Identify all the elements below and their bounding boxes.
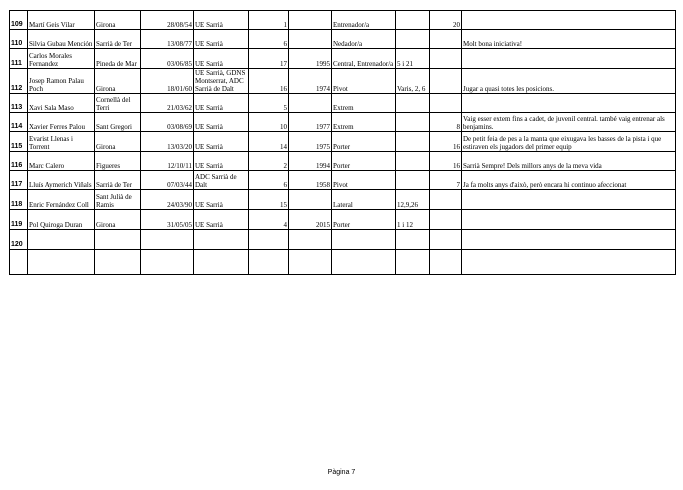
table-row <box>10 30 676 49</box>
shirt-numbers-cell <box>396 152 430 171</box>
start-year-cell <box>289 94 332 113</box>
table-row <box>10 11 676 30</box>
comment-cell <box>462 190 676 210</box>
position-cell: Nedador/a <box>332 30 396 49</box>
years-count-cell <box>430 210 462 230</box>
row-number-cell: 114 <box>10 113 28 132</box>
shirt-numbers-cell: 12,9,26 <box>396 190 430 210</box>
start-year-cell <box>289 30 332 49</box>
person-name-cell: Josep Ramon Palau Poch <box>28 69 95 94</box>
person-name-cell: Lluís Aymerich Viñals <box>28 171 95 190</box>
club-cell: UE Sarrià <box>194 132 249 152</box>
person-name-cell: Marc Calero <box>28 152 95 171</box>
row-number-cell: 119 <box>10 210 28 230</box>
birthplace-cell: Sarrià de Ter <box>95 30 141 49</box>
position-cell <box>332 250 396 275</box>
club-cell <box>194 230 249 250</box>
shirt-numbers-cell <box>396 250 430 275</box>
position-cell: Pivot <box>332 171 396 190</box>
birth-date-cell: 21/03/62 <box>141 94 194 113</box>
years-count-cell: 16 <box>430 152 462 171</box>
club-cell: UE Sarrià <box>194 49 249 69</box>
row-number-cell: 120 <box>10 230 28 250</box>
table-row <box>10 171 676 190</box>
comment-cell: Vaig esser extem fins a cadet, de juvenil central. també vaig entrenar als benjamins. <box>462 113 676 132</box>
birth-date-cell <box>141 250 194 275</box>
registry-table <box>9 10 676 275</box>
birth-date-cell: 28/08/54 <box>141 11 194 30</box>
birthplace-cell: Girona <box>95 132 141 152</box>
birth-date-cell: 03/08/69 <box>141 113 194 132</box>
seasons-count-cell: 5 <box>249 94 289 113</box>
shirt-numbers-cell <box>396 132 430 152</box>
club-cell: UE Sarrià <box>194 94 249 113</box>
years-count-cell <box>430 250 462 275</box>
birth-date-cell: 03/06/85 <box>141 49 194 69</box>
start-year-cell: 2015 <box>289 210 332 230</box>
years-count-cell <box>430 94 462 113</box>
club-cell <box>194 250 249 275</box>
comment-cell: Jugar a quasi totes les posicions. <box>462 69 676 94</box>
years-count-cell: 8 <box>430 113 462 132</box>
years-count-cell: 7 <box>430 171 462 190</box>
row-number-cell: 111 <box>10 49 28 69</box>
start-year-cell: 1974 <box>289 69 332 94</box>
person-name-cell: Martí Geis Vilar <box>28 11 95 30</box>
seasons-count-cell: 10 <box>249 113 289 132</box>
person-name-cell <box>28 230 95 250</box>
club-cell: UE Sarrià <box>194 113 249 132</box>
row-number-cell: 118 <box>10 190 28 210</box>
page-footer: Pàgina 7 <box>327 469 356 476</box>
years-count-cell: 16 <box>430 132 462 152</box>
comment-cell <box>462 94 676 113</box>
person-name-cell: Xavier Ferres Palou <box>28 113 95 132</box>
position-cell: Pivot <box>332 69 396 94</box>
comment-cell: Sarrià Sempre! Dels millors anys de la meva vida <box>462 152 676 171</box>
position-cell: Porter <box>332 132 396 152</box>
table-row <box>10 190 676 210</box>
seasons-count-cell: 4 <box>249 210 289 230</box>
start-year-cell: 1975 <box>289 132 332 152</box>
comment-cell <box>462 11 676 30</box>
seasons-count-cell: 14 <box>249 132 289 152</box>
club-cell: UE Sarrià <box>194 210 249 230</box>
birth-date-cell: 31/05/05 <box>141 210 194 230</box>
person-name-cell: Enric Fernández Coll <box>28 190 95 210</box>
club-cell: UE Sarrià <box>194 11 249 30</box>
birthplace-cell <box>95 250 141 275</box>
birthplace-cell: Pineda de Mar <box>95 49 141 69</box>
start-year-cell: 1995 <box>289 49 332 69</box>
person-name-cell <box>28 250 95 275</box>
position-cell: Porter <box>332 210 396 230</box>
shirt-numbers-cell <box>396 94 430 113</box>
person-name-cell: Carlos Morales Fernandez <box>28 49 95 69</box>
birthplace-cell: Sant Gregori <box>95 113 141 132</box>
shirt-numbers-cell <box>396 11 430 30</box>
shirt-numbers-cell: 1 i 12 <box>396 210 430 230</box>
years-count-cell: 20 <box>430 11 462 30</box>
years-count-cell <box>430 190 462 210</box>
club-cell: UE Sarrià, GDNS Montserrat, ADC Sarrià de Dalt <box>194 69 249 94</box>
comment-cell <box>462 230 676 250</box>
row-number-cell: 115 <box>10 132 28 152</box>
position-cell: Extrem <box>332 113 396 132</box>
years-count-cell <box>430 230 462 250</box>
birth-date-cell: 12/10/11 <box>141 152 194 171</box>
shirt-numbers-cell <box>396 230 430 250</box>
row-number-cell: 117 <box>10 171 28 190</box>
person-name-cell: Silvia Gubau Mención <box>28 30 95 49</box>
position-cell: Entrenador/a <box>332 11 396 30</box>
seasons-count-cell: 17 <box>249 49 289 69</box>
start-year-cell: 1977 <box>289 113 332 132</box>
seasons-count-cell: 6 <box>249 171 289 190</box>
row-number-cell: 109 <box>10 11 28 30</box>
position-cell: Porter <box>332 152 396 171</box>
table-row <box>10 113 676 132</box>
person-name-cell: Pol Quiroga Duran <box>28 210 95 230</box>
seasons-count-cell: 1 <box>249 11 289 30</box>
birthplace-cell: Cornellà del Terri <box>95 94 141 113</box>
shirt-numbers-cell <box>396 113 430 132</box>
shirt-numbers-cell: 5 i 21 <box>396 49 430 69</box>
row-number-cell: 116 <box>10 152 28 171</box>
birthplace-cell: Girona <box>95 11 141 30</box>
birthplace-cell: Sarrià de Ter <box>95 171 141 190</box>
birthplace-cell <box>95 230 141 250</box>
seasons-count-cell: 16 <box>249 69 289 94</box>
comment-cell: De petit feia de pes a la manta que eixugava les basses de la pista i que estiraven els jugadors del primer equip <box>462 132 676 152</box>
club-cell: UE Sarrià <box>194 152 249 171</box>
table-row <box>10 94 676 113</box>
comment-cell <box>462 49 676 69</box>
seasons-count-cell: 2 <box>249 152 289 171</box>
table-row <box>10 230 676 250</box>
shirt-numbers-cell <box>396 30 430 49</box>
club-cell: UE Sarrià <box>194 190 249 210</box>
row-number-cell: 112 <box>10 69 28 94</box>
club-cell: ADC Sarrià de Dalt <box>194 171 249 190</box>
position-cell: Lateral <box>332 190 396 210</box>
comment-cell: Ja fa molts anys d'això, però encara hi continuo afeccionat <box>462 171 676 190</box>
table-row <box>10 250 676 275</box>
seasons-count-cell <box>249 230 289 250</box>
birthplace-cell: Girona <box>95 69 141 94</box>
start-year-cell: 1958 <box>289 171 332 190</box>
row-number-cell: 110 <box>10 30 28 49</box>
birthplace-cell: Figueres <box>95 152 141 171</box>
seasons-count-cell: 6 <box>249 30 289 49</box>
birth-date-cell: 13/03/20 <box>141 132 194 152</box>
birth-date-cell: 18/01/60 <box>141 69 194 94</box>
seasons-count-cell <box>249 250 289 275</box>
club-cell: UE Sarrià <box>194 30 249 49</box>
comment-cell <box>462 250 676 275</box>
table-row <box>10 210 676 230</box>
start-year-cell <box>289 230 332 250</box>
comment-cell: Molt bona iniciativa! <box>462 30 676 49</box>
birth-date-cell <box>141 230 194 250</box>
start-year-cell <box>289 190 332 210</box>
years-count-cell <box>430 49 462 69</box>
seasons-count-cell: 15 <box>249 190 289 210</box>
row-number-cell: 113 <box>10 94 28 113</box>
start-year-cell: 1994 <box>289 152 332 171</box>
table-row <box>10 132 676 152</box>
table-row <box>10 152 676 171</box>
birth-date-cell: 13/08/77 <box>141 30 194 49</box>
table-row <box>10 49 676 69</box>
birth-date-cell: 24/03/90 <box>141 190 194 210</box>
birthplace-cell: Sant Julià de Ramis <box>95 190 141 210</box>
position-cell: Central, Entrenador/a <box>332 49 396 69</box>
position-cell: Extrem <box>332 94 396 113</box>
years-count-cell <box>430 69 462 94</box>
start-year-cell <box>289 250 332 275</box>
years-count-cell <box>430 30 462 49</box>
birth-date-cell: 07/03/44 <box>141 171 194 190</box>
birthplace-cell: Girona <box>95 210 141 230</box>
table-row <box>10 69 676 94</box>
start-year-cell <box>289 11 332 30</box>
person-name-cell: Evarist Llenas i Torrent <box>28 132 95 152</box>
row-number-cell <box>10 250 28 275</box>
position-cell <box>332 230 396 250</box>
comment-cell <box>462 210 676 230</box>
shirt-numbers-cell <box>396 171 430 190</box>
person-name-cell: Xavi Sala Maso <box>28 94 95 113</box>
shirt-numbers-cell: Varis, 2, 6 <box>396 69 430 94</box>
